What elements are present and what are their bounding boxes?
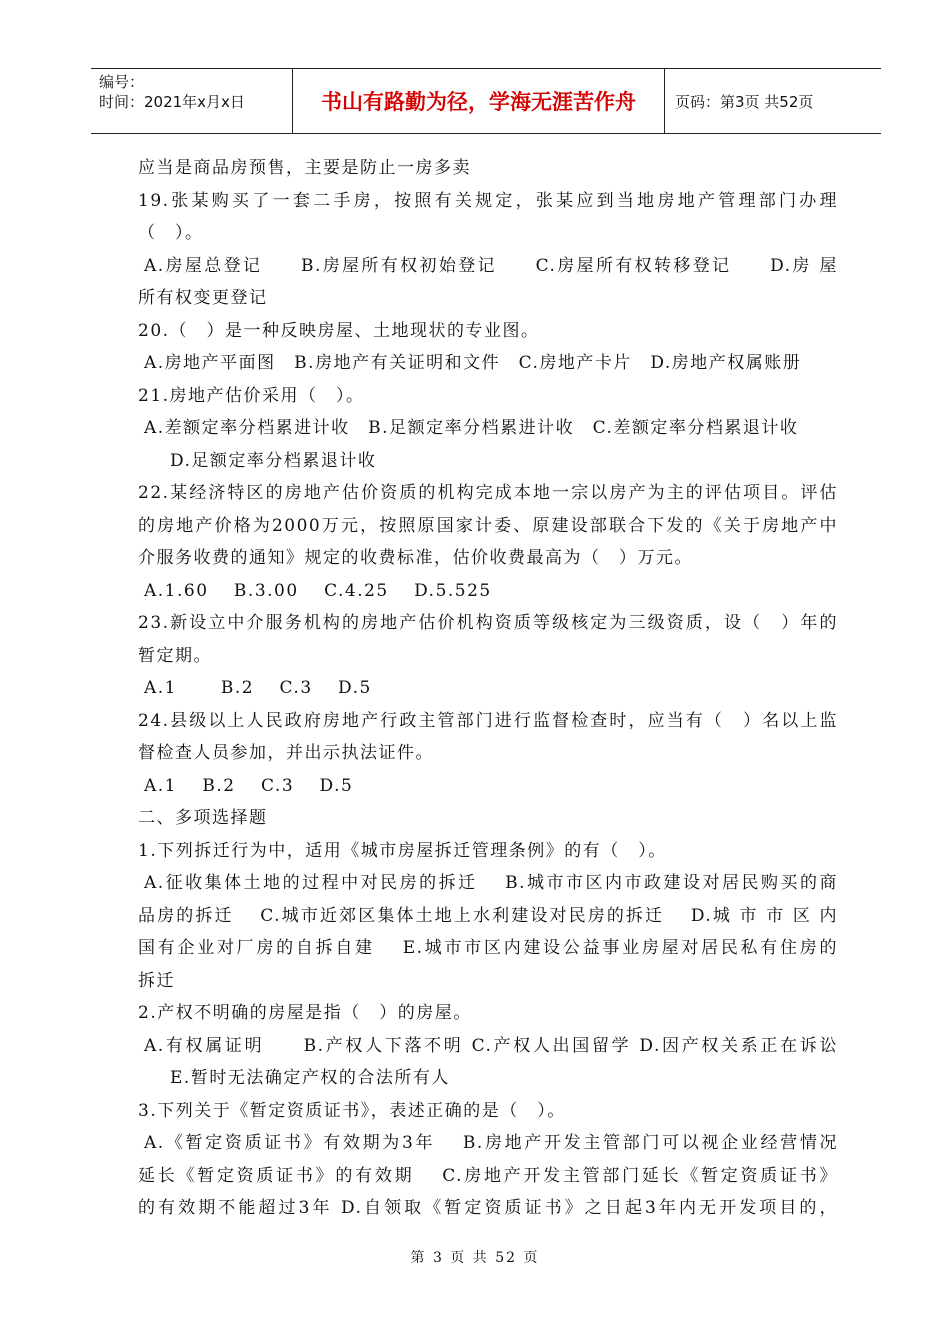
text-line: 品房的拆迁 C.城市近郊区集体土地上水利建设对民房的拆迁 D.城 市 市 区 内 <box>138 905 838 926</box>
header-page-number: 页码：第3页 共52页 <box>675 92 814 111</box>
text-line: 1.下列拆迁行为中，适用《城市房屋拆迁管理条例》的有（ ）。 <box>138 840 667 861</box>
document-time-label: 时间：2021年x月x日 <box>99 93 245 111</box>
text-line: 所有权变更登记 <box>138 288 268 308</box>
text-line: A.1.60 B.3.00 C.4.25 D.5.525 <box>144 580 492 601</box>
document-number-label: 编号： <box>99 73 145 91</box>
text-line: 20.（ ）是一种反映房屋、土地现状的专业图。 <box>138 320 540 341</box>
text-line: A.房屋总登记 B.房屋所有权初始登记 C.房屋所有权转移登记 D.房 屋 <box>144 255 838 276</box>
text-line: A.征收集体土地的过程中对民房的拆迁 B.城市市区内市政建设对居民购买的商 <box>144 873 838 893</box>
header-meta <box>91 69 293 133</box>
text-line: A.《暂定资质证书》有效期为3年 B.房地产开发主管部门可以视企业经营情况 <box>144 1133 838 1153</box>
text-line: 19.张某购买了一套二手房，按照有关规定，张某应到当地房地产管理部门办理 <box>138 190 838 211</box>
text-line: D.足额定率分档累退计收 <box>170 450 377 471</box>
page-footer: 第 3 页 共 52 页 <box>410 1250 540 1266</box>
text-line: E.暂时无法确定产权的合法所有人 <box>170 1068 450 1088</box>
header-motto: 书山有路勤为径，学海无涯苦作舟 <box>293 69 665 133</box>
text-line: A.1 B.2 C.3 D.5 <box>144 678 372 698</box>
page-header <box>91 68 881 134</box>
text-line: 24.县级以上人民政府房地产行政主管部门进行监督检查时，应当有（ ）名以上监 <box>138 710 838 731</box>
text-line: A.房地产平面图 B.房地产有关证明和文件 C.房地产卡片 D.房地产权属账册 <box>144 353 802 373</box>
text-line: 22.某经济特区的房地产估价资质的机构完成本地一宗以房产为主的评估项目。评估 <box>138 483 838 503</box>
document-body <box>138 152 838 1225</box>
text-line: 拆迁 <box>138 970 175 991</box>
text-line: 暂定期。 <box>138 645 212 666</box>
text-line: 21.房地产估价采用（ ）。 <box>138 385 365 406</box>
text-line: 3.下列关于《暂定资质证书》，表述正确的是（ ）。 <box>138 1100 566 1121</box>
text-line: 国有企业对厂房的自拆自建 E.城市市区内建设公益事业房屋对居民私有住房的 <box>138 938 838 958</box>
text-line: A.有权属证明 B.产权人下落不明 C.产权人出国留学 D.因产权关系正在诉讼 <box>144 1035 838 1056</box>
text-line: 2.产权不明确的房屋是指（ ）的房屋。 <box>138 1003 472 1023</box>
text-line: 23.新设立中介服务机构的房地产估价机构资质等级核定为三级资质，设（ ）年的 <box>138 613 838 633</box>
text-line: 督检查人员参加，并出示执法证件。 <box>138 743 434 763</box>
text-line: 二、多项选择题 <box>138 808 268 828</box>
text-line: A.差额定率分档累进计收 B.足额定率分档累进计收 C.差额定率分档累退计收 <box>144 418 799 438</box>
text-line: 应当是商品房预售，主要是防止一房多卖 <box>138 158 471 178</box>
text-line: 的有效期不能超过3年 D.自领取《暂定资质证书》之日起3年内无开发项目的， <box>138 1198 838 1218</box>
text-line: A.1 B.2 C.3 D.5 <box>144 775 354 796</box>
text-line: （ ）。 <box>138 223 204 243</box>
text-line: 介服务收费的通知》规定的收费标准，估价收费最高为（ ）万元。 <box>138 548 693 568</box>
text-line: 延长《暂定资质证书》的有效期 C.房地产开发主管部门延长《暂定资质证书》 <box>138 1165 838 1186</box>
text-line: 的房地产价格为2000万元，按照原国家计委、原建设部联合下发的《关于房地产中 <box>138 515 838 536</box>
